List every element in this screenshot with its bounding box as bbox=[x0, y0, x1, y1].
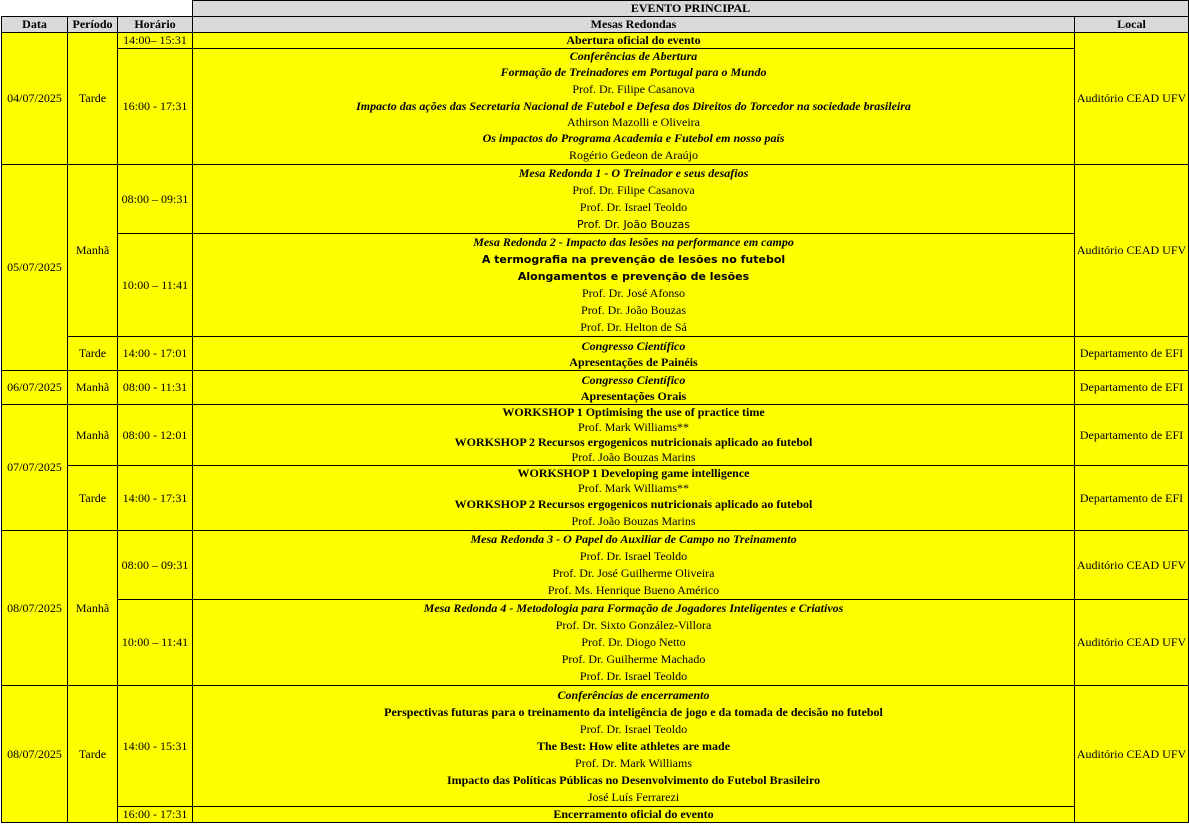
period-cell: Manhã bbox=[68, 165, 118, 337]
title-row bbox=[2, 1, 1189, 17]
period-cell: Manhã bbox=[68, 405, 118, 466]
date-cell: 08/07/2025 bbox=[2, 531, 68, 686]
speaker: Prof. Dr. Sixto González-Villora bbox=[555, 618, 712, 632]
location-cell: Auditório CEAD UFV bbox=[1075, 600, 1189, 686]
date-cell: 08/07/2025 bbox=[2, 686, 68, 823]
speaker: Prof. Dr. Israel Teoldo bbox=[579, 549, 688, 563]
period-cell: Tarde bbox=[68, 33, 118, 165]
speaker: Prof. Dr. Filipe Casanova bbox=[572, 82, 695, 96]
header-sessions: Mesas Redondas bbox=[193, 17, 1075, 33]
speaker: Prof. Dr. João Bouzas bbox=[581, 303, 687, 317]
speaker: Prof. Dr. João Bouzas bbox=[577, 218, 690, 231]
time-cell: 16:00 - 17:31 bbox=[118, 49, 193, 165]
session-cell bbox=[193, 337, 1075, 371]
talk-title: Apresentações de Painéis bbox=[569, 354, 698, 369]
location-cell: Departamento de EFI bbox=[1075, 466, 1189, 531]
time-cell: 14:00– 15:31 bbox=[118, 33, 193, 49]
talk-title: A termografia na prevenção de lesões no futebol bbox=[481, 253, 786, 266]
location-cell: Auditório CEAD UFV bbox=[1075, 33, 1189, 165]
speaker: Prof. Dr. José Guilherme Oliveira bbox=[552, 566, 715, 580]
period-cell: Manhã bbox=[68, 371, 118, 405]
workshop-title: WORKSHOP 1 Developing game intelligence bbox=[517, 466, 750, 480]
speaker: Prof. João Bouzas Marins bbox=[571, 450, 696, 464]
time-cell: 14:00 - 15:31 bbox=[118, 686, 193, 807]
event-title: EVENTO PRINCIPAL bbox=[193, 1, 1189, 17]
speaker: Prof. João Bouzas Marins bbox=[571, 514, 696, 528]
session-heading: Mesa Redonda 1 - O Treinador e seus desafios bbox=[518, 166, 749, 180]
speaker: Prof. Dr. Israel Teoldo bbox=[579, 669, 688, 683]
location-cell: Auditório CEAD UFV bbox=[1075, 686, 1189, 823]
session-cell bbox=[193, 466, 1075, 531]
session-heading: Conferências de Abertura bbox=[569, 49, 698, 63]
session-heading: Mesa Redonda 3 - O Papel do Auxiliar de Campo no Treinamento bbox=[470, 532, 797, 546]
session-cell: Abertura oficial do evento bbox=[193, 33, 1075, 49]
time-cell: 08:00 - 12:01 bbox=[118, 405, 193, 466]
time-cell: 08:00 - 11:31 bbox=[118, 371, 193, 405]
speaker: Prof. Dr. Mark Williams bbox=[575, 755, 692, 770]
header-period: Período bbox=[68, 17, 118, 33]
speaker: José Luís Ferrarezi bbox=[587, 789, 680, 804]
session-cell bbox=[193, 234, 1075, 337]
speaker: Prof. Dr. Helton de Sá bbox=[580, 320, 687, 334]
session-cell: Encerramento oficial do evento bbox=[193, 807, 1075, 823]
location-cell: Departamento de EFI bbox=[1075, 337, 1189, 371]
speaker: Athirson Mazolli e Oliveira bbox=[567, 115, 700, 129]
speaker: Prof. Dr. Israel Teoldo bbox=[579, 200, 688, 214]
session-cell bbox=[193, 49, 1075, 165]
session-heading: Mesa Redonda 4 - Metodologia para Formação de Jogadores Inteligentes e Criativos bbox=[423, 601, 844, 615]
header-date: Data bbox=[2, 17, 68, 33]
period-cell: Tarde bbox=[68, 337, 118, 371]
speaker: Prof. Ms. Henrique Bueno Américo bbox=[547, 583, 720, 597]
talk-title: Os impactos do Programa Academia e Futebol em nosso país bbox=[482, 131, 785, 145]
date-cell: 07/07/2025 bbox=[2, 405, 68, 531]
session-cell bbox=[193, 371, 1075, 405]
location-cell: Departamento de EFI bbox=[1075, 371, 1189, 405]
workshop-title: WORKSHOP 1 Optimising the use of practice time bbox=[502, 405, 765, 419]
date-cell: 06/07/2025 bbox=[2, 371, 68, 405]
speaker: Prof. Dr. Israel Teoldo bbox=[579, 721, 688, 736]
session-cell bbox=[193, 405, 1075, 466]
header-time: Horário bbox=[118, 17, 193, 33]
session-heading: Congresso Científico bbox=[581, 338, 686, 353]
location-cell: Departamento de EFI bbox=[1075, 405, 1189, 466]
speaker: Prof. Dr. Diogo Netto bbox=[581, 635, 686, 649]
header-row bbox=[2, 17, 1189, 33]
schedule-table bbox=[1, 0, 1189, 823]
session-heading: Conferências de encerramento bbox=[557, 687, 710, 702]
date-cell: 04/07/2025 bbox=[2, 33, 68, 165]
session-cell bbox=[193, 165, 1075, 234]
workshop-title: WORKSHOP 2 Recursos ergogenicos nutricionais aplicado ao futebol bbox=[454, 435, 813, 449]
talk-title: Perspectivas futuras para o treinamento da inteligência de jogo e da tomada de decisão no futebol bbox=[384, 704, 883, 719]
location-cell: Auditório CEAD UFV bbox=[1075, 531, 1189, 600]
location-cell: Auditório CEAD UFV bbox=[1075, 165, 1189, 337]
session-heading: Congresso Científico bbox=[581, 372, 686, 387]
speaker: Prof. Dr. José Afonso bbox=[582, 286, 686, 300]
session-cell bbox=[193, 600, 1075, 686]
time-cell: 16:00 - 17:31 bbox=[118, 807, 193, 823]
speaker: Prof. Mark Williams** bbox=[578, 420, 689, 434]
time-cell: 08:00 – 09:31 bbox=[118, 165, 193, 234]
talk-title: Apresentações Orais bbox=[580, 388, 687, 403]
talk-title: Impacto das ações das Secretaria Nacional de Futebol e Defesa dos Direitos do Torcedor na sociedade brasileira bbox=[356, 99, 911, 113]
session-cell bbox=[193, 531, 1075, 600]
workshop-title: WORKSHOP 2 Recursos ergogenicos nutricionais aplicado ao futebol bbox=[454, 497, 813, 511]
talk-title: Formação de Treinadores em Portugal para o Mundo bbox=[500, 65, 767, 79]
period-cell: Tarde bbox=[68, 686, 118, 823]
session-heading: Mesa Redonda 2 - Impacto das lesões na performance em campo bbox=[473, 235, 794, 249]
speaker: Prof. Dr. Guilherme Machado bbox=[561, 652, 706, 666]
period-cell: Manhã bbox=[68, 531, 118, 686]
header-location: Local bbox=[1075, 17, 1189, 33]
period-cell: Tarde bbox=[68, 466, 118, 531]
time-cell: 08:00 – 09:31 bbox=[118, 531, 193, 600]
speaker: Prof. Mark Williams** bbox=[578, 481, 689, 495]
session-cell bbox=[193, 686, 1075, 807]
time-cell: 10:00 – 11:41 bbox=[118, 600, 193, 686]
speaker: Rogério Gedeon de Araújo bbox=[569, 148, 698, 162]
talk-title: Alongamentos e prevenção de lesões bbox=[517, 270, 750, 283]
date-cell: 05/07/2025 bbox=[2, 165, 68, 371]
time-cell: 10:00 – 11:41 bbox=[118, 234, 193, 337]
talk-title: The Best: How elite athletes are made bbox=[536, 738, 731, 753]
speaker: Prof. Dr. Filipe Casanova bbox=[572, 183, 695, 197]
talk-title: Impacto das Políticas Públicas no Desenvolvimento do Futebol Brasileiro bbox=[446, 772, 821, 787]
time-cell: 14:00 - 17:31 bbox=[118, 466, 193, 531]
time-cell: 14:00 - 17:01 bbox=[118, 337, 193, 371]
